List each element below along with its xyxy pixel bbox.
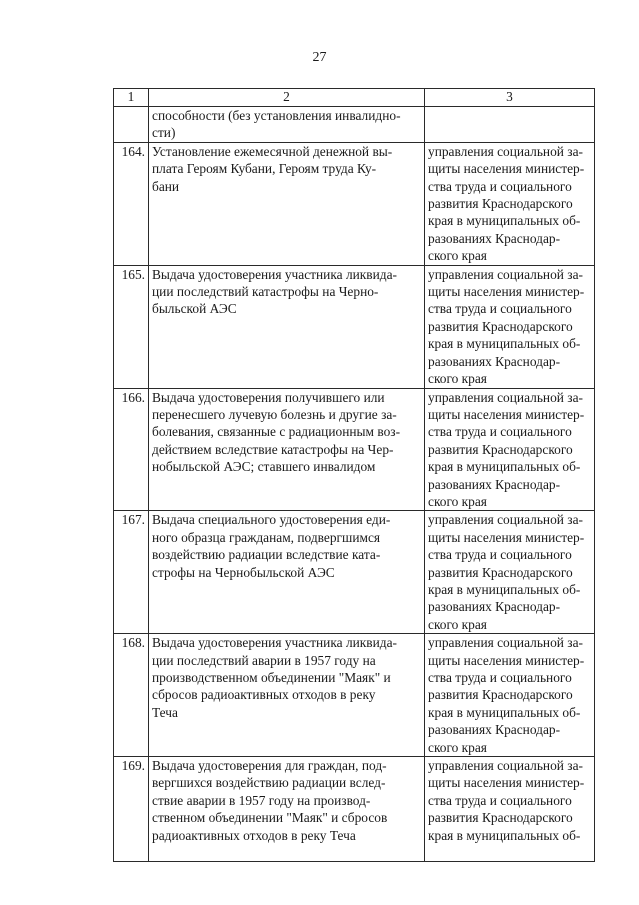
- column-header-1: 1: [114, 89, 149, 107]
- row-number: 168.: [114, 634, 149, 757]
- table-row: [114, 388, 595, 511]
- table-row: [114, 142, 595, 265]
- row-number: 165.: [114, 265, 149, 388]
- table-row: [114, 511, 595, 634]
- row-number: 164.: [114, 142, 149, 265]
- service-description: Установление ежемесячной денежной вы- плата Героям Кубани, Героям труда Ку- бани: [149, 142, 425, 265]
- column-header-3: 3: [425, 89, 595, 107]
- table-header: [114, 89, 595, 107]
- service-description: Выдача удостоверения получившего или перенесшего лучевую болезнь и другие за- болевания, связанные с радиационным воз- действием вследствие катастрофы на Чер- нобыльской АЭС; ставшего инвалидом: [149, 388, 425, 511]
- responsible-organization: управления социальной за- щиты населения министер- ства труда и социального развития Краснодарского края в муниципальных об- разованиях Краснодар- ского края: [425, 265, 595, 388]
- page-number: 27: [312, 50, 327, 65]
- services-table: [113, 88, 595, 862]
- responsible-organization: [425, 107, 595, 143]
- service-description: Выдача удостоверения участника ликвида- ции последствий катастрофы на Черно- быльской АЭС: [149, 265, 425, 388]
- responsible-organization: управления социальной за- щиты населения министер- ства труда и социального развития Краснодарского края в муниципальных об- разованиях Краснодар- ского края: [425, 142, 595, 265]
- table-row: [114, 634, 595, 757]
- table-row: [114, 265, 595, 388]
- table-row-continuation: [114, 107, 595, 143]
- row-number: 169.: [114, 757, 149, 862]
- responsible-organization: управления социальной за- щиты населения министер- ства труда и социального развития Краснодарского края в муниципальных об- разованиях Краснодар- ского края: [425, 388, 595, 511]
- column-header-2: 2: [149, 89, 425, 107]
- responsible-organization: управления социальной за- щиты населения министер- ства труда и социального развития Краснодарского края в муниципальных об- разованиях Краснодар- ского края: [425, 634, 595, 757]
- service-description: способности (без установления инвалидно- сти): [149, 107, 425, 143]
- row-number: 167.: [114, 511, 149, 634]
- responsible-organization: управления социальной за- щиты населения министер- ства труда и социального развития Краснодарского края в муниципальных об- разованиях Краснодар- ского края: [425, 511, 595, 634]
- table-row: [114, 757, 595, 862]
- row-number: 166.: [114, 388, 149, 511]
- service-description: Выдача специального удостоверения еди- ного образца гражданам, подвергшимся воздействию радиации вследствие ката- строфы на Чернобыльской АЭС: [149, 511, 425, 634]
- responsible-organization: управления социальной за- щиты населения министер- ства труда и социального развития Краснодарского края в муниципальных об-: [425, 757, 595, 862]
- row-number: [114, 107, 149, 143]
- service-description: Выдача удостоверения для граждан, под- вергшихся воздействию радиации вслед- ствие аварии в 1957 году на производ- ственном объединении "Маяк" и сбросов радиоактивных отходов в реку Теча: [149, 757, 425, 862]
- service-description: Выдача удостоверения участника ликвида- ции последствий аварии в 1957 году на производственном объединении "Маяк" и сбросов радиоактивных отходов в реку Теча: [149, 634, 425, 757]
